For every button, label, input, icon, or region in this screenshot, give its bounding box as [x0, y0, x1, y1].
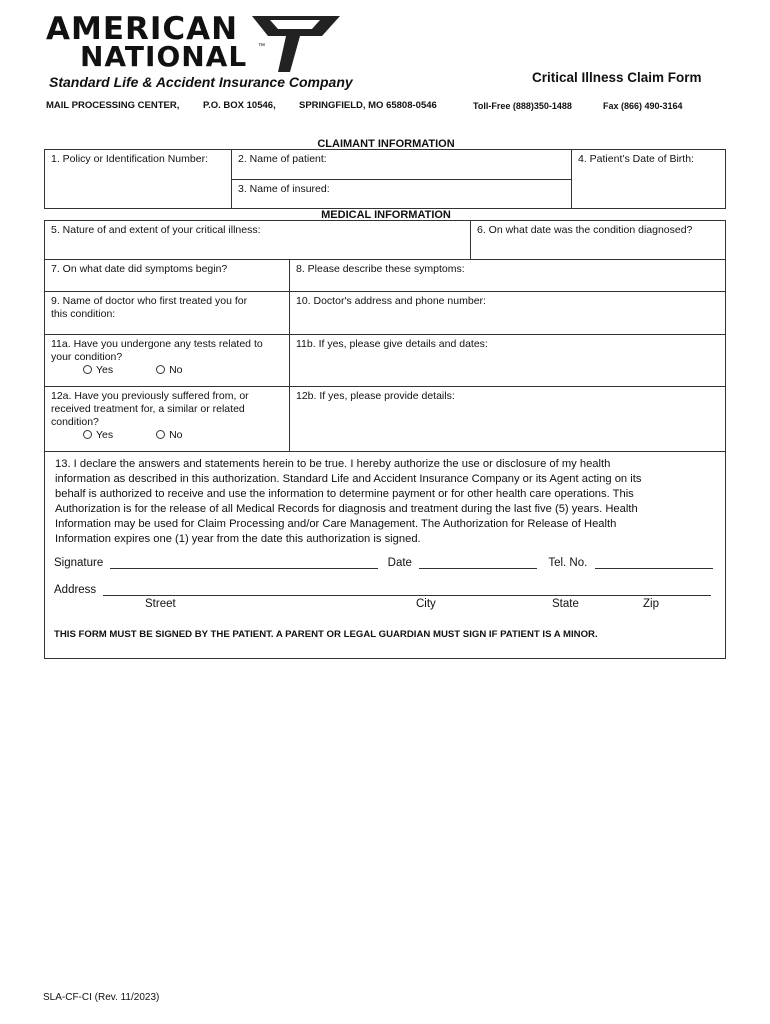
field-label: 3. Name of insured:	[238, 183, 330, 195]
field-tests-question	[44, 334, 290, 387]
street-label: Street	[145, 598, 176, 610]
field-label: received treatment for, a similar or related	[51, 403, 245, 415]
field-doctor-name[interactable]	[44, 291, 290, 335]
signature-label: Signature	[54, 557, 104, 569]
field-label: 11a. Have you undergone any tests related to	[51, 338, 263, 350]
no-label: No	[169, 429, 183, 441]
field-label: your condition?	[51, 351, 123, 363]
tel-label: Tel. No.	[548, 557, 588, 569]
form-title: Critical Illness Claim Form	[532, 70, 702, 85]
field-label: condition?	[51, 416, 99, 428]
company-name: Standard Life & Accident Insurance Company	[49, 74, 353, 90]
city-address: SPRINGFIELD, MO 65808-0546	[299, 100, 437, 111]
auth-line: information as described in this authorization. Standard Life and Accident Insurance Company or its Agent acting on its	[55, 473, 642, 485]
signature-notice: THIS FORM MUST BE SIGNED BY THE PATIENT. A PARENT OR LEGAL GUARDIAN MUST SIGN IF PATIENT IS A MINOR.	[54, 629, 598, 640]
field-insured-name[interactable]	[231, 179, 572, 209]
field-label: 10. Doctor's address and phone number:	[296, 295, 486, 307]
medical-section-title: MEDICAL INFORMATION	[321, 209, 451, 221]
yes-radio[interactable]	[83, 429, 113, 441]
auth-line: behalf is authorized to receive and use the information to determine payment or for other health care operations. This	[55, 488, 634, 500]
field-tests-details[interactable]	[289, 334, 726, 387]
field-symptoms-date[interactable]	[44, 259, 290, 292]
date-label: Date	[387, 557, 412, 569]
authorization-box	[44, 451, 726, 659]
field-label: 4. Patient’s Date of Birth:	[578, 153, 694, 165]
no-radio[interactable]	[156, 364, 182, 376]
field-policy-number[interactable]	[44, 149, 232, 209]
field-label: 9. Name of doctor who first treated you for	[51, 295, 248, 307]
field-patient-name[interactable]	[231, 149, 572, 180]
state-label: State	[552, 598, 579, 610]
eagle-logo-icon	[250, 14, 342, 74]
no-label: No	[169, 364, 183, 376]
signature-line[interactable]	[110, 556, 378, 569]
field-label: 12a. Have you previously suffered from, or	[51, 390, 249, 402]
address-label: Address	[54, 584, 97, 596]
form-code: SLA-CF-CI (Rev. 11/2023)	[43, 992, 160, 1003]
field-illness-nature[interactable]	[44, 220, 471, 260]
address-line[interactable]	[103, 583, 711, 596]
radio-icon	[83, 365, 92, 374]
auth-line: 13. I declare the answers and statements herein to be true. I hereby authorize the use or disclosure of my health	[55, 458, 611, 470]
yes-radio[interactable]	[83, 364, 113, 376]
field-label: 1. Policy or Identification Number:	[51, 153, 208, 165]
radio-icon	[156, 430, 165, 439]
field-symptoms-description[interactable]	[289, 259, 726, 292]
trademark-mark: ™	[258, 43, 265, 50]
field-label: 8. Please describe these symptoms:	[296, 263, 465, 275]
field-label: 11b. If yes, please give details and dates:	[296, 338, 488, 350]
field-diagnosis-date[interactable]	[470, 220, 726, 260]
tel-line[interactable]	[595, 556, 713, 569]
city-label: City	[416, 598, 436, 610]
yes-label: Yes	[96, 429, 114, 441]
field-label: 6. On what date was the condition diagnosed?	[477, 224, 693, 236]
fax-number: Fax (866) 490-3164	[603, 101, 683, 111]
auth-line: Information may be used for Claim Processing and/or Care Management. The Authorization for Release of Health	[55, 518, 617, 530]
auth-line: Authorization is for the release of all Medical Records for diagnosis and treatment during the last five (5) years. Health	[55, 503, 638, 515]
authorization-text	[55, 457, 719, 547]
mail-center: MAIL PROCESSING CENTER,	[46, 100, 180, 111]
field-previous-condition-details[interactable]	[289, 386, 726, 452]
po-box: P.O. BOX 10546,	[203, 100, 276, 111]
logo-line1: AMERICAN	[46, 11, 239, 47]
field-date-of-birth[interactable]	[571, 149, 726, 209]
yes-label: Yes	[96, 364, 114, 376]
field-label: 2. Name of patient:	[238, 153, 327, 165]
zip-label: Zip	[643, 598, 659, 610]
field-label: 5. Nature of and extent of your critical illness:	[51, 224, 261, 236]
field-doctor-address[interactable]	[289, 291, 726, 335]
auth-line: Information expires one (1) year from the date this authorization is signed.	[55, 533, 421, 545]
logo-line2: NATIONAL	[80, 40, 248, 73]
no-radio[interactable]	[156, 429, 182, 441]
date-line[interactable]	[419, 556, 537, 569]
claimant-section-title: CLAIMANT INFORMATION	[317, 138, 455, 150]
field-label: this condition:	[51, 308, 116, 320]
field-previous-condition-question	[44, 386, 290, 452]
radio-icon	[83, 430, 92, 439]
toll-free-number: Toll-Free (888)350-1488	[473, 101, 572, 111]
field-label: 12b. If yes, please provide details:	[296, 390, 455, 402]
field-label: 7. On what date did symptoms begin?	[51, 263, 228, 275]
radio-icon	[156, 365, 165, 374]
